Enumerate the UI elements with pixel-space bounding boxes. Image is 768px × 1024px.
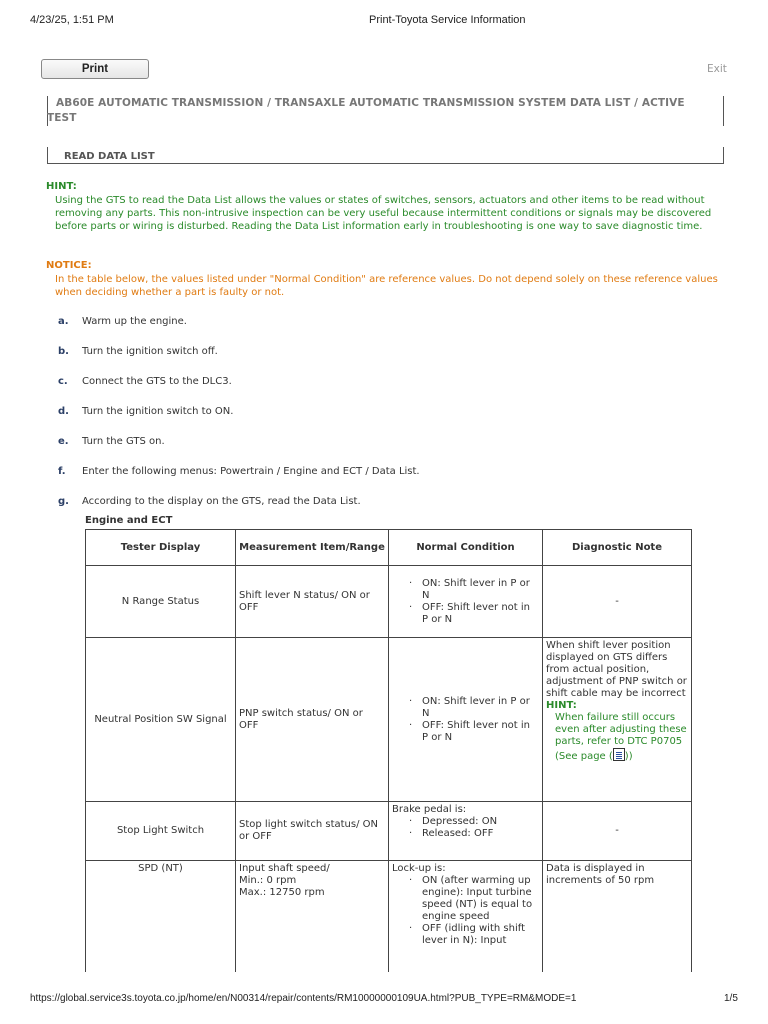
hint-text: Using the GTS to read the Data List allows the values or states of switches, sensors, actuators and other items to be read without removing any parts. This non-intrusive inspection can be very useful because intermittent conditions or signals may be discovered before parts or wiring is disturbed. Reading the Data List information early in troubleshooting is one way to save diagnostic time. <box>55 195 712 232</box>
normal-condition-cell <box>389 802 543 861</box>
footer-page-number: 1/5 <box>724 993 738 1004</box>
data-list-table <box>85 529 692 975</box>
table-row <box>86 566 692 638</box>
tester-display-cell: SPD (NT) <box>86 861 236 975</box>
condition-item: · ON (after warming up engine): Input turbine speed (NT) is equal to engine speed <box>422 875 539 923</box>
measurement-cell <box>236 861 389 975</box>
condition-item: · OFF: Shift lever not in P or N <box>422 720 539 744</box>
section-header <box>47 147 724 164</box>
condition-item: · OFF: Shift lever not in P or N <box>422 602 539 626</box>
condition-item: · Released: OFF <box>422 828 539 840</box>
footer-url: https://global.service3s.toyota.co.jp/home/en/N00314/repair/contents/RM10000000109UA.html?PUB_TYPE=RM&MODE=1 <box>30 993 577 1004</box>
notice-title: NOTICE: <box>46 260 92 271</box>
col-header-diagnostic-note: Diagnostic Note <box>543 530 692 566</box>
note-hint-text: When failure still occurs even after adjusting these parts, refer to DTC P0705 (See page ( <box>555 712 687 762</box>
step-text: Warm up the engine. <box>82 316 187 327</box>
print-page-title: Print-Toyota Service Information <box>369 14 526 26</box>
step-letter: d. <box>58 406 69 417</box>
step-text: Connect the GTS to the DLC3. <box>82 376 232 387</box>
col-header-measurement: Measurement Item/Range <box>236 530 389 566</box>
document-reference-icon[interactable] <box>613 748 625 761</box>
print-button[interactable]: Print <box>41 59 149 79</box>
table-row <box>86 861 692 975</box>
measurement-cell: Stop light switch status/ ON or OFF <box>236 802 389 861</box>
step-text: Turn the GTS on. <box>82 436 165 447</box>
step-letter: g. <box>58 496 69 507</box>
tester-display-cell: Stop Light Switch <box>86 802 236 861</box>
breadcrumb-line-1: AB60E AUTOMATIC TRANSMISSION / TRANSAXLE AUTOMATIC TRANSMISSION SYSTEM DATA LIST / ACTIVE <box>56 97 685 109</box>
breadcrumb <box>47 96 724 126</box>
diagnostic-note-cell: - <box>543 566 692 638</box>
col-header-tester-display: Tester Display <box>86 530 236 566</box>
print-datetime: 4/23/25, 1:51 PM <box>30 14 114 26</box>
normal-condition-cell <box>389 566 543 638</box>
diagnostic-note-cell: - <box>543 802 692 861</box>
condition-item: · Depressed: ON <box>422 816 539 828</box>
measurement-line: Min.: 0 rpm <box>239 875 297 886</box>
step-text: Turn the ignition switch to ON. <box>82 406 234 417</box>
table-row <box>86 638 692 802</box>
step-letter: a. <box>58 316 69 327</box>
condition-item: · ON: Shift lever in P or N <box>422 696 539 720</box>
col-header-normal-condition: Normal Condition <box>389 530 543 566</box>
measurement-line: Input shaft speed/ <box>239 863 330 874</box>
measurement-line: Max.: 12750 rpm <box>239 887 325 898</box>
note-hint-title: HINT: <box>546 700 577 711</box>
page-cut-mask <box>0 972 768 990</box>
hint-title: HINT: <box>46 181 77 192</box>
step-letter: c. <box>58 376 68 387</box>
step-text: According to the display on the GTS, read the Data List. <box>82 496 361 507</box>
diagnostic-note-cell <box>543 638 692 802</box>
exit-link[interactable]: Exit <box>707 63 727 75</box>
condition-item: · ON: Shift lever in P or N <box>422 578 539 602</box>
table-row <box>86 802 692 861</box>
section-title: READ DATA LIST <box>64 151 155 162</box>
note-hint-end: )) <box>624 751 633 762</box>
diagnostic-note-text: When shift lever position displayed on GTS differs from actual position, adjustment of PNP switch or shift cable may be incorrect <box>546 640 687 699</box>
step-text: Turn the ignition switch off. <box>82 346 218 357</box>
condition-item: · OFF (idling with shift lever in N): Input <box>422 923 539 947</box>
table-caption: Engine and ECT <box>85 515 173 526</box>
condition-intro: Lock-up is: <box>392 863 446 874</box>
condition-intro: Brake pedal is: <box>392 804 467 815</box>
measurement-cell: Shift lever N status/ ON or OFF <box>236 566 389 638</box>
normal-condition-cell <box>389 638 543 802</box>
normal-condition-cell <box>389 861 543 975</box>
notice-text: In the table below, the values listed under "Normal Condition" are reference values. Do not depend solely on these reference values when deciding whether a part is faulty or not. <box>55 274 718 298</box>
note-hint <box>546 700 688 763</box>
step-letter: b. <box>58 346 69 357</box>
measurement-cell: PNP switch status/ ON or OFF <box>236 638 389 802</box>
step-letter: e. <box>58 436 69 447</box>
step-letter: f. <box>58 466 66 477</box>
tester-display-cell: N Range Status <box>86 566 236 638</box>
diagnostic-note-cell: Data is displayed in increments of 50 rpm <box>543 861 692 975</box>
tester-display-cell: Neutral Position SW Signal <box>86 638 236 802</box>
breadcrumb-line-2: TEST <box>47 112 77 124</box>
step-text: Enter the following menus: Powertrain / Engine and ECT / Data List. <box>82 466 420 477</box>
table-header-row <box>86 530 692 566</box>
